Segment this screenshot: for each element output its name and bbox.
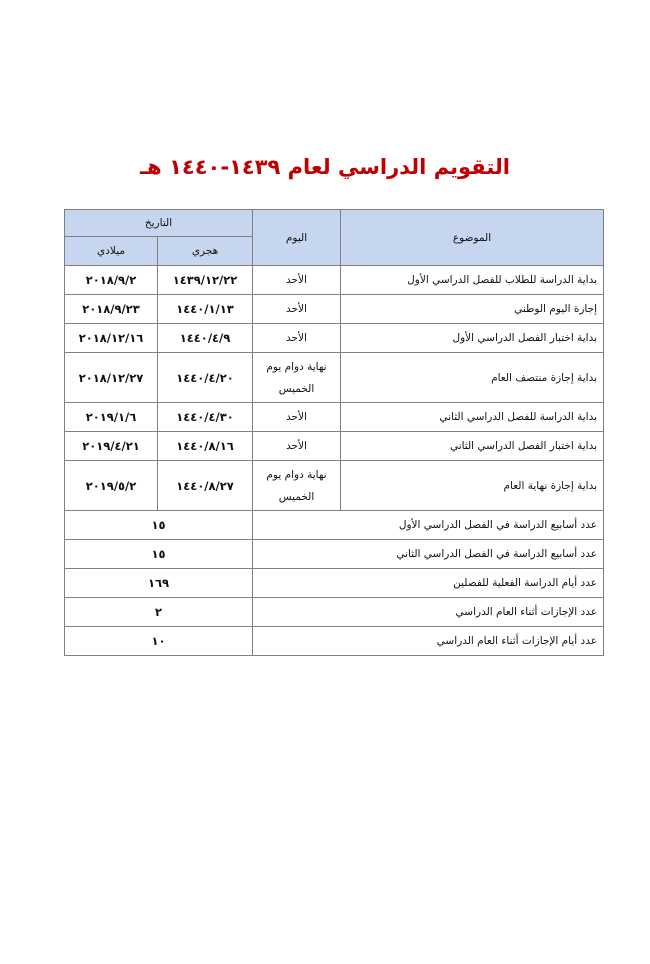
row-hijri: ١٤٣٩/١٢/٢٢	[158, 266, 253, 295]
header-gregorian: ميلادي	[65, 237, 158, 266]
header-date: التاريخ	[65, 210, 253, 237]
page-title: التقويم الدراسي لعام ١٤٣٩-١٤٤٠ هـ	[140, 155, 510, 179]
summary-row	[65, 569, 604, 598]
table-row	[65, 295, 604, 324]
row-subject: إجازة اليوم الوطني	[341, 295, 604, 324]
row-hijri: ١٤٤٠/١/١٣	[158, 295, 253, 324]
row-day: الأحد	[253, 324, 341, 353]
row-subject: بداية إجازة منتصف العام	[341, 353, 604, 403]
summary-label: عدد أسابيع الدراسة في الفصل الدراسي الأول	[253, 511, 604, 540]
row-gregorian: ٢٠١٨/١٢/١٦	[65, 324, 158, 353]
table-row	[65, 403, 604, 432]
row-hijri: ١٤٤٠/٨/١٦	[158, 432, 253, 461]
summary-value: ١٠	[65, 627, 253, 656]
summary-label: عدد أيام الإجازات أثناء العام الدراسي	[253, 627, 604, 656]
summary-label: عدد أسابيع الدراسة في الفصل الدراسي الثاني	[253, 540, 604, 569]
row-day: الأحد	[253, 266, 341, 295]
calendar-table	[64, 209, 604, 656]
row-day: نهاية دوام يوم الخميس	[253, 353, 341, 403]
summary-label: عدد الإجازات أثناء العام الدراسي	[253, 598, 604, 627]
summary-row	[65, 511, 604, 540]
table-row	[65, 324, 604, 353]
header-subject: الموضوع	[341, 210, 604, 266]
row-gregorian: ٢٠١٨/١٢/٢٧	[65, 353, 158, 403]
row-gregorian: ٢٠١٩/٥/٢	[65, 461, 158, 511]
row-subject: بداية الدراسة للطلاب للفصل الدراسي الأول	[341, 266, 604, 295]
header-day: اليوم	[253, 210, 341, 266]
table-row	[65, 461, 604, 511]
summary-row	[65, 598, 604, 627]
row-gregorian: ٢٠١٨/٩/٢٣	[65, 295, 158, 324]
header-hijri: هجري	[158, 237, 253, 266]
row-hijri: ١٤٤٠/٤/٣٠	[158, 403, 253, 432]
table-row	[65, 353, 604, 403]
row-day: نهاية دوام يوم الخميس	[253, 461, 341, 511]
summary-label: عدد أيام الدراسة الفعلية للفصلين	[253, 569, 604, 598]
row-hijri: ١٤٤٠/٤/٩	[158, 324, 253, 353]
row-day: الأحد	[253, 295, 341, 324]
summary-value: ١٥	[65, 540, 253, 569]
summary-row	[65, 627, 604, 656]
row-day: الأحد	[253, 403, 341, 432]
row-day: الأحد	[253, 432, 341, 461]
row-subject: بداية إجازة نهاية العام	[341, 461, 604, 511]
table-row	[65, 266, 604, 295]
row-subject: بداية اختبار الفصل الدراسي الثاني	[341, 432, 604, 461]
row-subject: بداية الدراسة للفصل الدراسي الثاني	[341, 403, 604, 432]
summary-value: ٢	[65, 598, 253, 627]
row-gregorian: ٢٠١٩/١/٦	[65, 403, 158, 432]
table-row	[65, 432, 604, 461]
row-hijri: ١٤٤٠/٤/٢٠	[158, 353, 253, 403]
summary-value: ١٦٩	[65, 569, 253, 598]
row-gregorian: ٢٠١٩/٤/٢١	[65, 432, 158, 461]
summary-value: ١٥	[65, 511, 253, 540]
row-subject: بداية اختبار الفصل الدراسي الأول	[341, 324, 604, 353]
summary-row	[65, 540, 604, 569]
row-gregorian: ٢٠١٨/٩/٢	[65, 266, 158, 295]
row-hijri: ١٤٤٠/٨/٢٧	[158, 461, 253, 511]
